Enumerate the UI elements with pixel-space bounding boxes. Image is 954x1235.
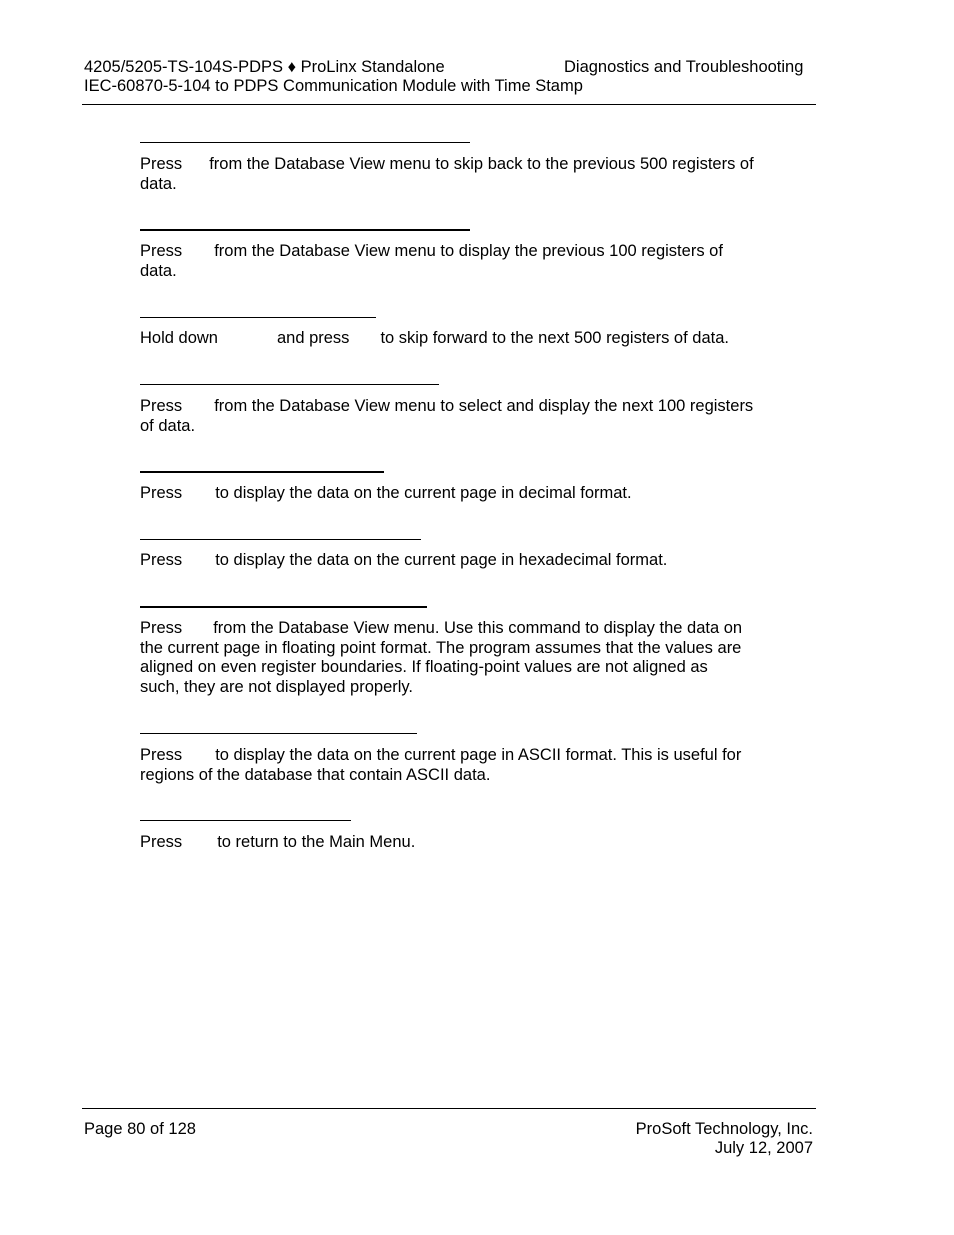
paragraph-text: to skip forward to the next 500 registers of data. bbox=[380, 329, 729, 347]
section-paragraph bbox=[140, 397, 760, 436]
footer-date: July 12, 2007 bbox=[714, 1139, 813, 1157]
header-module-title: IEC-60870-5-104 to PDPS Communication Module with Time Stamp bbox=[84, 77, 583, 95]
section-heading-rule bbox=[140, 142, 470, 143]
paragraph-text: Press bbox=[140, 397, 183, 415]
section-paragraph bbox=[140, 242, 760, 281]
paragraph-text: from the Database View menu. Use this command to display the data on the current page in floating point format. The program assumes that the values are aligned on even register boundaries. If floating-point values are not aligned as such, they are not displayed properly. bbox=[140, 619, 743, 696]
section-heading-rule bbox=[140, 539, 421, 540]
section-heading-rule bbox=[140, 317, 376, 318]
paragraph-text: Press bbox=[140, 746, 183, 764]
footer-rule bbox=[82, 1108, 816, 1109]
paragraph-text: Press bbox=[140, 484, 183, 502]
header-chapter-title: Diagnostics and Troubleshooting bbox=[564, 58, 804, 76]
paragraph-text: and press bbox=[276, 329, 350, 347]
paragraph-text: Press bbox=[140, 155, 183, 173]
section-paragraph bbox=[140, 484, 760, 504]
section-paragraph bbox=[140, 155, 760, 194]
section-paragraph bbox=[140, 551, 760, 571]
page-number: Page 80 of 128 bbox=[84, 1120, 196, 1138]
section-heading-rule bbox=[140, 606, 427, 608]
section-paragraph bbox=[140, 619, 750, 697]
paragraph-text: from the Database View menu to display the previous 100 registers of data. bbox=[140, 242, 723, 280]
section-heading-rule bbox=[140, 471, 384, 473]
section-heading-rule bbox=[140, 820, 351, 821]
paragraph-text: Press bbox=[140, 551, 183, 569]
section-paragraph bbox=[140, 329, 780, 349]
paragraph-text: to display the data on the current page in ASCII format. This is useful for regions of the database that contain ASCII data. bbox=[140, 746, 742, 784]
header-product-title: 4205/5205-TS-104S-PDPS ♦ ProLinx Standalone bbox=[84, 58, 445, 76]
section-paragraph bbox=[140, 833, 760, 853]
section-heading-rule bbox=[140, 229, 470, 231]
paragraph-text: Press bbox=[140, 833, 183, 851]
section-paragraph bbox=[140, 746, 755, 785]
footer-company: ProSoft Technology, Inc. bbox=[635, 1120, 813, 1138]
paragraph-text: Hold down bbox=[140, 329, 218, 347]
paragraph-text: Press bbox=[140, 619, 183, 637]
header-rule bbox=[82, 104, 816, 105]
paragraph-text: to display the data on the current page in decimal format. bbox=[215, 484, 632, 502]
paragraph-text: from the Database View menu to skip back to the previous 500 registers of data. bbox=[140, 155, 754, 193]
section-heading-rule bbox=[140, 384, 439, 385]
paragraph-text: to return to the Main Menu. bbox=[217, 833, 416, 851]
section-heading-rule bbox=[140, 733, 417, 734]
paragraph-text: Press bbox=[140, 242, 183, 260]
paragraph-text: from the Database View menu to select and display the next 100 registers of data. bbox=[140, 397, 754, 435]
paragraph-text: to display the data on the current page in hexadecimal format. bbox=[215, 551, 668, 569]
